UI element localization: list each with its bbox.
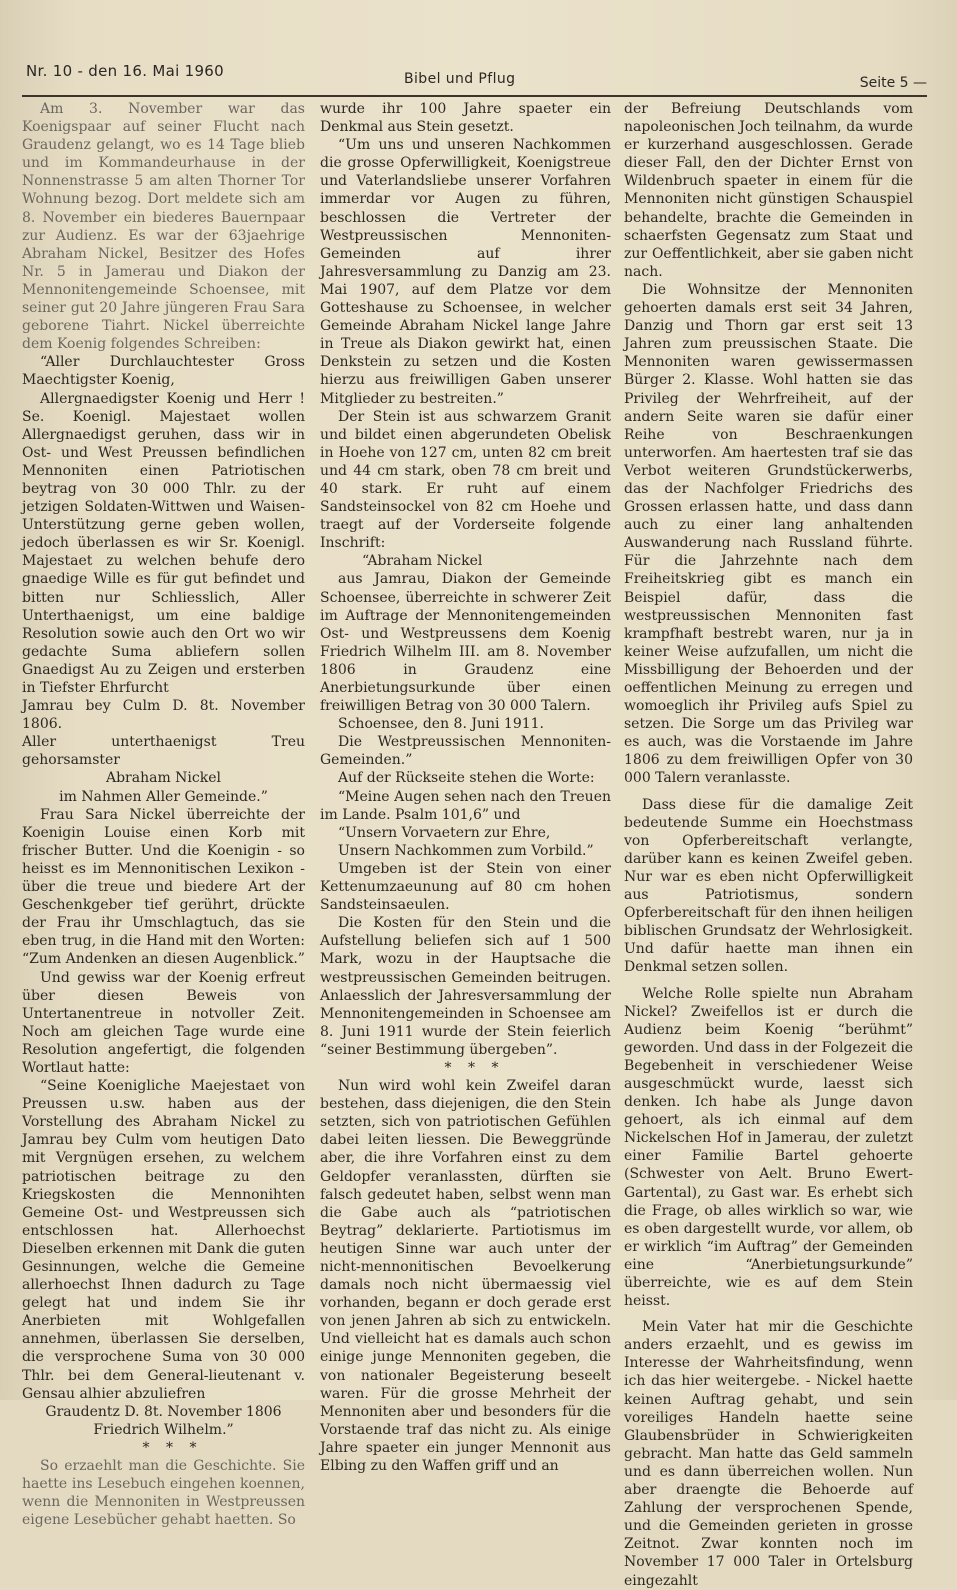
paragraph: Die Kosten für den Stein und die Aufstellung beliefen sich auf 1 500 Mark, wozu in der Hauptsache die westpreussischen Gemeinden beitrugen. Anlaesslich der Jahresversammlung der Mennonitengemeinden in Schoensee am 8. Juni 1911 wurde der Stein feierlich “seiner Bestimmung übergeben”. [320,915,611,1058]
paragraph: Der Stein ist aus schwarzem Granit und bildet einen abgerundeten Obelisk in Hoehe von 127 cm, unten 82 cm breit und 44 cm stark, oben 78 cm breit und 40 stark. Er ruht auf einem Sandsteinsockel von 82 cm Hoehe und traegt auf der Vorderseite folgende Inschrift: [320,408,611,552]
paragraph: der Befreiung Deutschlands vom napoleonischen Joch teilnahm, da wurde er kurzerhand ausgeschlossen. Gerade dieser Fall, den der Dichter Ernst von Wildenbruch spaeter in einem für die Mennoniten nicht günstigen Schauspiel behandelte, brachte die Gemeinden in schaerfsten Gegensatz zum Staat und zur Oeffentlichkeit, aber sie gaben nicht nach. [624,101,913,280]
column-2 [320,100,611,1475]
page-number: Seite 5 — [859,75,927,91]
column-3 [624,100,913,1589]
publication-title: Bibel und Pflug [404,71,516,87]
paragraph: “Aller Durchlauchtester Gross Maechtigster Koenig, [22,354,305,389]
column-1 [22,100,305,1529]
paragraph: aus Jamrau, Diakon der Gemeinde Schoensee, überreichte in schwerer Zeit im Auftrage der Mennonitengemeinden Ost- und Westpreussens dem Koenig Friedrich Wilhelm III. am 8. November 1806 in Graudenz eine Anerbietungsurkunde über einen freiwilligen Betrag von 30 000 Talern. [320,571,611,715]
paragraph: Frau Sara Nickel überreichte der Koenigin Louise einen Korb mit frischer Butter. Und die Koenigin - so heisst es im Mennonitischen Lexikon - über die treue und biedere Art der Geschenkgeber tief gerührt, drückte der Frau ihr Umschlagtuch, das sie eben trug, in die Hand mit den Worten: “Zum Andenken an diesen Augenblick.” [22,806,305,968]
paragraph: Mein Vater hat mir die Geschichte anders erzaehlt, und es gewiss im Interesse der Wahrheitsfindung, wenn ich das hier weitergebe. - Nickel haette keinen Auftrag gehabt, und sein voreiliges Handeln haette seine Glaubensbrüder in Schwierigkeiten gebracht. Man hatte das Geld sammeln und es dann überreichen wollen. Nun aber draengte die Behoerde auf Zahlung der versprochenen Spende, und die Gemeinden gerieten in grosse Zeitnot. Zwar konnten noch im November 17 000 Taler in Ortelsburg eingezahlt [624,1319,913,1589]
issue-date: Nr. 10 - den 16. Mai 1960 [26,62,224,80]
paragraph: Aller unterthaenigst Treu gehorsamster [22,734,305,769]
signature-name: Abraham Nickel [105,770,221,787]
paragraph: Am 3. November war das Koenigspaar auf seiner Flucht nach Graudenz gelangt, wo es 14 Tage blieb und im Kommandeurhause in der Nonnenstrasse 5 am alten Thorner Tor Wohnung bezog. Dort meldete sich am 8. November ein biederes Bauernpaar zur Audienz. Es war der 63jaehrige Abraham Nickel, Besitzer des Hofes Nr. 5 in Jamerau und Diakon der Mennonitengemeinde Schoensee, mit seiner gut 20 Jahre jüngeren Frau Sara geborene Tiahrt. Nickel überreichte dem Koenig folgendes Schreiben: [22,101,305,353]
paragraph: Schoensee, den 8. Juni 1911. [338,716,545,733]
paragraph: “Um uns und unseren Nachkommen die grosse Opferwilligkeit, Koenigstreue und Vaterlandsliebe unserer Vorfahren immerdar vor Augen zu führen, beschlossen die Vertreter der Westpreussischen Mennoniten-Gemeinden auf ihrer Jahresversammlung zu Danzig am 23. Mai 1907, auf dem Platze vor dem Gotteshause zu Schoensee, in welcher Gemeinde Abraham Nickel lange Jahre in Treue als Diakon gewirkt hat, einen Denkstein zu setzen und die Kosten hierzu aus freiwilligen Gaben unserer Mitglieder zu bestreiten.” [320,137,611,407]
paragraph: Auf der Rückseite stehen die Worte: [338,770,595,787]
paragraph: Die Wohnsitze der Mennoniten gehoerten damals erst seit 34 Jahren, Danzig und Thorn gar erst seit 13 Jahren zum preussischen Staate. Die Mennoniten waren gewissermassen Bürger 2. Klasse. Wohl hatten sie das Privileg der Wehrfreiheit, auf der andern Seite waren sie dafür einer Reihe von Beschraenkungen unterworfen. Am haertesten traf sie das Verbot weiteren Grundstückerwerbs, das der Nachfolger Friedrichs des Grossen erlassen hatte, und dass dann auch zu einer lang anhaltenden Auswanderung nach Russland führte. Für die Jahrzehnte nach dem Freiheitskrieg gibt es manch ein Beispiel dafür, dass die westpreussischen Mennoniten fast krampfhaft bestrebt waren, nur ja in keiner Weise aufzufallen, um nicht die Missbilligung der Behoerden und der oeffentlichen Meinung zu erregen und womoeglich ihr Privileg aufs Spiel zu setzen. Die Sorge um das Privileg war es auch, was die Vorstaende im Jahre 1806 zu dem freiwilligen Opfer von 30 000 Talern veranlasste. [624,281,913,787]
paragraph: Und gewiss war der Koenig erfreut über diesen Beweis von Untertanentreue in notvoller Zeit. Noch am gleichen Tage wurde eine Resolution angefertigt, die folgenden Wortlaut hatte: [22,969,305,1076]
paragraph: “Meine Augen sehen nach den Treuen im Lande. Psalm 101,6” und [320,788,611,823]
paragraph: Welche Rolle spielte nun Abraham Nickel? Zweifellos ist er durch die Audienz beim Koenig “berühmt” geworden. Und dass in der Folgezeit die Begebenheit in verschiedener Weise ausgeschmückt wurde, laesst sich denken. Ich habe als Junge davon gehoert, als ich einmal auf dem Nickelschen Hof in Jamerau, der zuletzt einer Familie Bartel gehoerte (Schwester von Aelt. Bruno Ewert-Gartental), zu Gast war. Es erhebt sich die Frage, ob alles wirklich so war, wie es oben dargestellt wurde, vor allem, ob er wirklich “im Auftrag” der Gemeinden eine “Anerbietungsurkunde” überreichte, wie es auf dem Stein heisst. [624,985,913,1310]
paragraph: “Seine Koenigliche Maejestaet von Preussen u.sw. haben aus der Vorstellung des Abraham Nickel zu Jamrau bey Culm vom heutigen Dato mit Vergnügen ersehen, zu welchem patriotischen beitrage zu den Kriegskosten die Mennonihten Gemeine Ost- und Westpreussen sich entschlossen hat. Allerhoechst Dieselben erkennen mit Dank die guten Gesinnungen, welche die Gemeine allerhoechst Ihnen dadurch zu Tage gelegt hat und indem Sie ihr Anerbieten mit Wohlgefallen annehmen, überlassen Sie derselben, die versprochene Suma von 30 000 Thlr. bei dem General-lieutenant v. Gensau alhier abzuliefren [22,1078,305,1402]
header-rule [22,95,927,97]
signature-note: im Nahmen Aller Gemeinde.” [59,788,268,805]
paragraph: Allergnaedigster Koenig und Herr ! Se. Koenigl. Majestaet wollen Allergnaedigst geruhen, dass wir in Ost- und West Preussen befindlichen Mennoniten einen Patriotischen beytrag von 30 000 Thlr. zu der jetzigen Soldaten-Wittwen und Waisen-Unterstützung gerne geben wollen, jedoch überlassen es wir Sr. Koenigl. Majestaet zu welchen behufe dero gnaedige Wille es für gut befindet und bitten nur Schliesslich, Aller Unterthaenigst, um eine baldige Resolution sowie auch den Ort wo wir gedachte Suma abliefern sollen Gnaedigst Au zu Zeigen und ersterben in Tiefster Ehrfurcht [22,390,305,696]
paragraph: Unsern Nachkommen zum Vorbild.” [338,842,594,859]
paragraph: Jamrau bey Culm D. 8t. November 1806. [22,698,305,733]
paragraph: Die Westpreussischen Mennoniten-Gemeinden.” [320,734,611,769]
resolution-place-date: Graudentz D. 8t. November 1806 [45,1403,282,1420]
paragraph: wurde ihr 100 Jahre spaeter ein Denkmal aus Stein gesetzt. [320,101,611,136]
paragraph: Dass diese für die damalige Zeit bedeutende Summe ein Hoechstmass von Opferbereitschaft verlangte, darüber kann es keinen Zweifel geben. Nur war es eben nicht Opferwilligkeit aus Patriotismus, sondern Opferbereitschaft für den ihnen heiligen biblischen Grundsatz der Wehrlosigkeit. Und dafür haette man ihnen ein Denkmal setzen sollen. [624,796,913,976]
section-divider: * * * [142,1439,203,1456]
paragraph: Umgeben ist der Stein von einer Kettenumzaeunung auf 80 cm hohen Sandsteinsaeulen. [320,860,611,914]
inscription-name: “Abraham Nickel [362,553,483,570]
paragraph: So erzaehlt man die Geschichte. Sie haette ins Lesebuch eingehen koennen, wenn die Mennoniten in Westpreussen eigene Lesebücher gehabt haetten. So [22,1458,305,1529]
resolution-signature: Friedrich Wilhelm.” [93,1421,234,1438]
paragraph: “Unsern Vorvaetern zur Ehre, [338,824,551,841]
page-header [26,62,927,94]
paragraph: Nun wird wohl kein Zweifel daran bestehen, dass diejenigen, die den Stein setzten, sich von patriotischen Gefühlen dabei leiten liessen. Die Beweggründe aber, die ihre Vorfahren einst zu dem Geldopfer veranlassten, dürften sie falsch gedeutet haben, selbst wenn man die Gabe auch als “patriotischen Beytrag” deklarierte. Partiotismus im heutigen Sinne war auch unter der nicht-mennonitischen Bevoelkerung damals noch nicht übermaessig viel vorhanden, begann er doch gerade erst von jenen Jahren ab sich zu entwickeln. Und vielleicht hat es damals auch schon einige junge Mennoniten gegeben, die von nationaler Begeisterung beseelt waren. Für die grosse Mehrheit der Mennoniten aber und besonders für die Vorstaende traf das nicht zu. Als einige Jahre spaeter ein junger Mennonit aus Elbing zu den Waffen griff und an [320,1078,611,1475]
section-divider: * * * [444,1059,505,1076]
